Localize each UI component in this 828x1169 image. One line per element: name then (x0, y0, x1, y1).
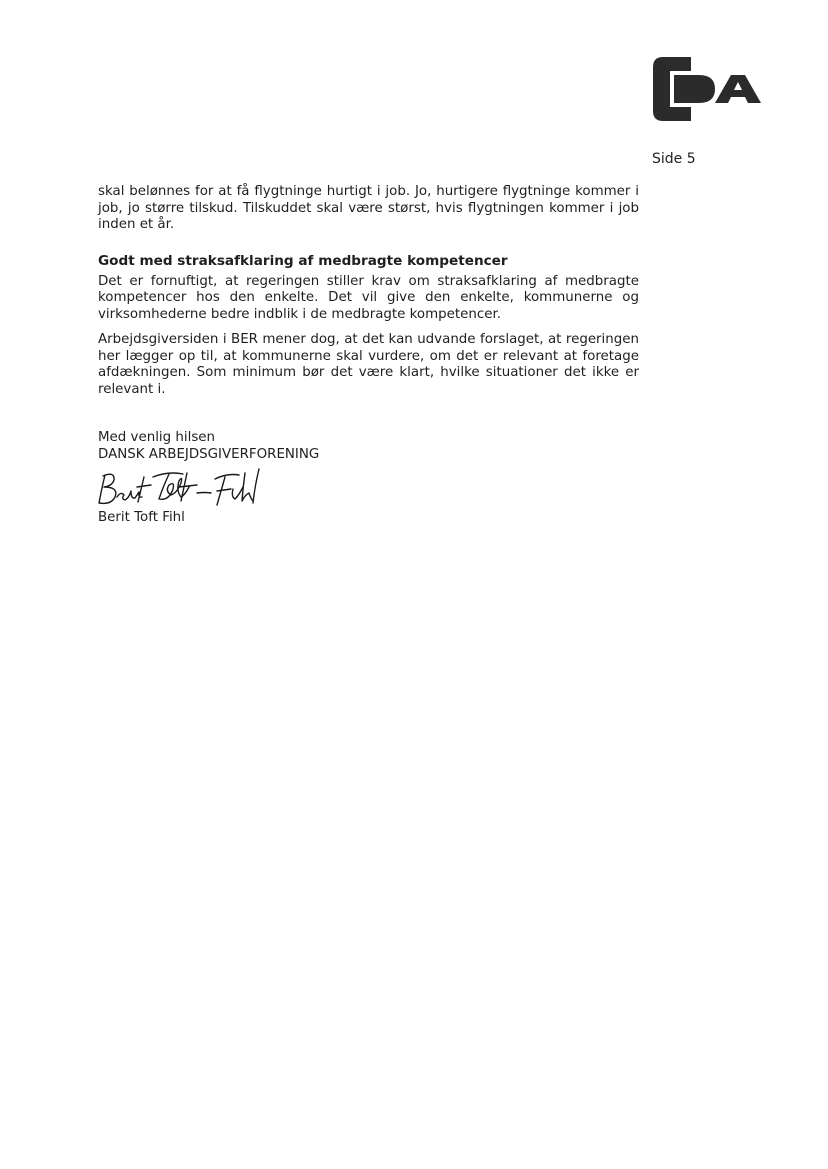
section-paragraph-2: Arbejdsgiversiden i BER mener dog, at det kan udvande forslaget, at regeringen her lægger op til, at kommunerne skal vurdere, om det er relevant at foretage afdækningen. Som minimum bør det være klart, hvilke situationer det ikke er relevant i. (98, 332, 639, 397)
intro-paragraph: skal belønnes for at få flygtninge hurtigt i job. Jo, hurtigere flygtninge kommer i job, jo større tilskud. Tilskuddet skal være størst, hvis flygtningen kommer i job inden et år. (98, 184, 639, 232)
logo-a-shape (715, 75, 761, 103)
page-number: Side 5 (652, 151, 696, 167)
organization-name: DANSK ARBEJDSGIVERFORENING (98, 446, 320, 462)
section-heading: Godt med straksafklaring af medbragte kompetencer (98, 252, 508, 269)
handwritten-signature (93, 465, 263, 510)
closing-block (98, 430, 319, 463)
section-paragraph-1: Det er fornuftigt, at regeringen stiller krav om straksafklaring af medbragte kompetencer hos den enkelte. Det vil give den enkelte, kommunerne og virksomhederne bedre indblik i de medbragte kompetencer. (98, 273, 639, 322)
salutation: Med venlig hilsen (98, 430, 216, 445)
signer-name: Berit Toft Fihl (98, 510, 185, 525)
da-logo (653, 57, 763, 121)
letter-body (98, 184, 639, 398)
logo-d-shape (674, 75, 715, 103)
